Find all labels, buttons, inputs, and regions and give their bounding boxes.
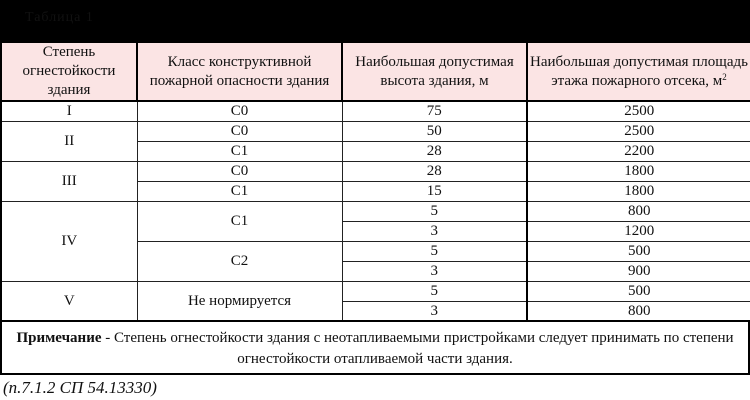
cell-area: 2500 [527, 122, 750, 142]
cell-class: С0 [137, 162, 342, 182]
cell-height: 5 [342, 202, 527, 222]
header-area [527, 42, 750, 101]
cell-height: 3 [342, 302, 527, 322]
cell-class: С2 [137, 242, 342, 282]
cell-area: 500 [527, 242, 750, 262]
cell-degree: IV [1, 202, 137, 282]
cell-height: 75 [342, 101, 527, 122]
cell-degree: II [1, 122, 137, 162]
cell-area: 900 [527, 262, 750, 282]
header-area-text: Наибольшая допустимая площадь этажа пожарного отсека, м [530, 53, 748, 89]
header-degree: Степень огнестойкости здания [1, 42, 137, 101]
note-text: Степень огнестойкости здания с неотапливаемыми пристройками следует принимать по степени огнестойкости отапливаемой части здания. [114, 330, 734, 367]
top-banner [0, 0, 750, 42]
cell-area: 800 [527, 202, 750, 222]
cell-class: Не нормируется [137, 282, 342, 322]
cell-degree: V [1, 282, 137, 322]
source-citation: (п.7.1.2 СП 54.13330) [3, 378, 157, 397]
fire-resistance-table [0, 41, 750, 322]
header-area-sup: 2 [722, 71, 727, 82]
cell-height: 3 [342, 222, 527, 242]
cell-class: С1 [137, 142, 342, 162]
table-caption: Таблица 1 [25, 10, 94, 25]
table-row [1, 282, 750, 302]
cell-area: 1800 [527, 162, 750, 182]
table-row [1, 202, 750, 222]
cell-area: 1800 [527, 182, 750, 202]
cell-height: 50 [342, 122, 527, 142]
cell-degree: III [1, 162, 137, 202]
note-separator: - [101, 330, 114, 346]
cell-area: 800 [527, 302, 750, 322]
cell-area: 2500 [527, 101, 750, 122]
cell-area: 500 [527, 282, 750, 302]
table-row [1, 101, 750, 122]
cell-height: 5 [342, 242, 527, 262]
cell-class: С1 [137, 182, 342, 202]
cell-class: С0 [137, 122, 342, 142]
table-row [1, 122, 750, 142]
header-height: Наибольшая допустимая высота здания, м [342, 42, 527, 101]
cell-height: 15 [342, 182, 527, 202]
cell-area: 2200 [527, 142, 750, 162]
cell-height: 28 [342, 142, 527, 162]
cell-area: 1200 [527, 222, 750, 242]
cell-class: С1 [137, 202, 342, 242]
cell-height: 5 [342, 282, 527, 302]
cell-degree: I [1, 101, 137, 122]
table-note [0, 320, 750, 375]
header-class: Класс конструктивной пожарной опасности здания [137, 42, 342, 101]
cell-height: 28 [342, 162, 527, 182]
table-header-row [1, 42, 750, 101]
table-row [1, 162, 750, 182]
cell-class: С0 [137, 101, 342, 122]
note-label: Примечание [16, 330, 102, 346]
cell-height: 3 [342, 262, 527, 282]
